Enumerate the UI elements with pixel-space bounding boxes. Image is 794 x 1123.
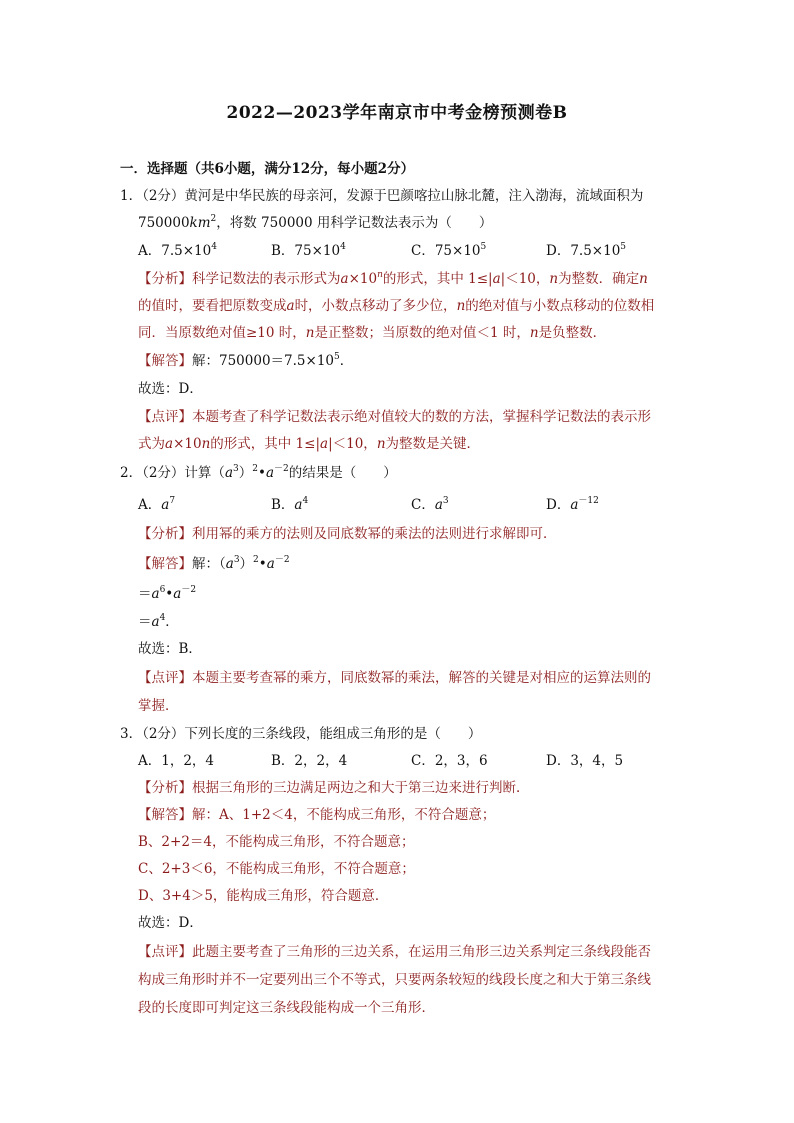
q3-analysis: 【分析】根据三角形的三边满足两边之和大于第三边来进行判断． [138, 780, 530, 796]
q2-option-d: D．$a^{-12}$ [546, 496, 599, 513]
q1-option-d: D．$7.5\times 10^5$ [546, 242, 627, 259]
comment-tag: 【点评】 [138, 409, 192, 425]
q1-stem-end: ，将数 750000 用科学记数法表示为（ ） [216, 215, 493, 231]
q1-option-b: B．$75\times 10^4$ [271, 242, 346, 259]
analysis-tag: 【分析】 [138, 271, 192, 287]
q1-unit-exp: 2 [210, 214, 217, 224]
q2-option-c: C．$a^3$ [411, 496, 449, 513]
q2-option-a: A．$a^7$ [138, 496, 176, 513]
q2-answer-line3: $=a^4$． [138, 613, 179, 630]
q1-comment-line1: 【点评】本题考查了科学记数法表示绝对值较大的数的方法，掌握科学记数法的表示形 [138, 409, 651, 425]
q1-analysis-line2: 的值时，要看把原数变成a时，小数点移动了多少位，n的绝对值与小数点移动的位数相 [138, 298, 655, 314]
q2-choice: 故选：B． [138, 641, 202, 657]
q2-stem: 2．（2分）计算$(a^3)^2•a^{-2}$的结果是（ ） [120, 464, 397, 481]
q3-option-b: B．2，2，4 [271, 753, 348, 769]
q1-comment-line2: 式为a×10n的形式，其中 1≤|a|＜10，n为整数是关键． [138, 436, 481, 452]
q3-answer-line3: C、2+3＜6，不能构成三角形，不符合题意； [138, 861, 415, 877]
q1-answer-line1: 【解答】解：$750000=7.5\times 10^5$． [138, 352, 354, 369]
q1-number: 750000 [138, 215, 190, 231]
section-heading: 一．选择题（共6小题，满分12分，每小题2分） [120, 161, 415, 177]
q1-option-c: C．$75\times 10^5$ [411, 242, 487, 259]
q1-analysis-line1: 【分析】科学记数法的表示形式为$a\times 10^n$的形式，其中 1≤|a|＜10，n为整数．确定n [138, 270, 648, 287]
q3-answer-line1: 【解答】解：A、1+2＜4，不能构成三角形，不符合题意； [138, 807, 496, 823]
q1-choice: 故选：D． [138, 381, 203, 397]
q3-option-d: D．3，4，5 [546, 753, 624, 769]
answer-tag: 【解答】 [138, 556, 192, 572]
q2-comment-line1: 【点评】本题主要考查幂的乘方，同底数幂的乘法，解答的关键是对相应的运算法则的 [138, 670, 651, 686]
q1-unit: km [189, 215, 211, 231]
q2-answer-line2: $=a^6•a^{-2}$ [138, 585, 197, 602]
q3-answer-line2: B、2+2＝4，不能构成三角形，不符合题意； [138, 834, 415, 850]
comment-tag: 【点评】 [138, 944, 192, 960]
answer-tag: 【解答】 [138, 353, 192, 369]
q3-option-a: A．1，2，4 [138, 753, 215, 769]
comment-tag: 【点评】 [138, 670, 192, 686]
analysis-tag: 【分析】 [138, 780, 192, 796]
q1-option-a: A．$7.5\times 10^4$ [138, 242, 217, 259]
q3-answer-line4: D、3+4＞5，能构成三角形，符合题意． [138, 888, 389, 904]
q2-analysis: 【分析】利用幂的乘方的法则及同底数幂的乘法的法则进行求解即可． [138, 526, 557, 542]
q3-stem: 3．（2分）下列长度的三条线段，能组成三角形的是（ ） [120, 726, 482, 742]
q3-choice: 故选：D． [138, 915, 203, 931]
q3-comment-line1: 【点评】此题主要考查了三角形的三边关系，在运用三角形三边关系判定三条线段能否 [138, 944, 651, 960]
q3-comment-line3: 段的长度即可判定这三条线段能构成一个三角形． [138, 1000, 435, 1016]
q3-option-c: C．2，3，6 [411, 753, 488, 769]
q3-comment-line2: 构成三角形时并不一定要列出三个不等式，只要两条较短的线段长度之和大于第三条线 [138, 972, 651, 988]
q2-comment-line2: 掌握． [138, 698, 179, 714]
q1-analysis-line3: 同．当原数绝对值≥10 时，n是正整数；当原数的绝对值＜1 时，n是负整数． [138, 325, 607, 341]
q2-option-b: B．$a^4$ [271, 496, 309, 513]
q1-stem-line2 [138, 214, 492, 232]
page-title: 2022—2023学年南京市中考金榜预测卷B [226, 103, 568, 123]
q2-answer-line1: 【解答】解：$(a^3)^2•a^{-2}$ [138, 555, 290, 572]
answer-tag: 【解答】 [138, 807, 192, 823]
q1-stem-line1: 1．（2分）黄河是中华民族的母亲河，发源于巴颜喀拉山脉北麓，注入渤海，流域面积为 [120, 188, 644, 204]
analysis-tag: 【分析】 [138, 526, 192, 542]
